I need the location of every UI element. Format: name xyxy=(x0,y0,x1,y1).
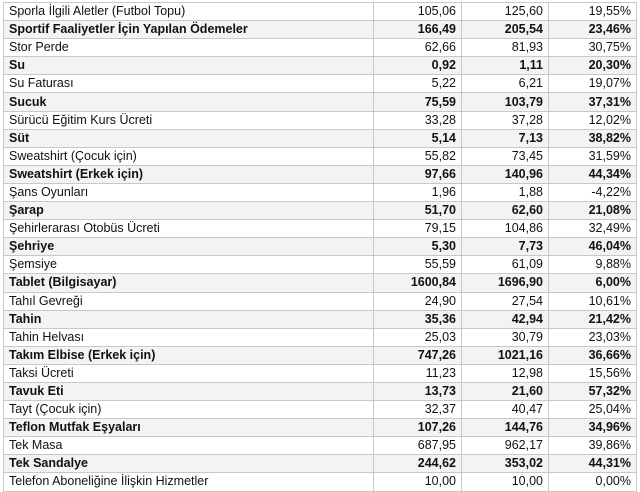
price-old-cell: 79,15 xyxy=(374,220,462,238)
table-row xyxy=(4,39,637,57)
item-name-cell: Tek Sandalye xyxy=(4,455,374,473)
item-name-cell: Tablet (Bilgisayar) xyxy=(4,274,374,292)
item-name-cell: Şehirlerarası Otobüs Ücreti xyxy=(4,220,374,238)
item-name-cell: Şehriye xyxy=(4,238,374,256)
price-old-cell: 51,70 xyxy=(374,202,462,220)
price-old-cell: 5,22 xyxy=(374,75,462,93)
price-new-cell: 1021,16 xyxy=(462,346,549,364)
change-percent-cell: 36,66% xyxy=(549,346,637,364)
table-row xyxy=(4,437,637,455)
item-name-cell: Taksi Ücreti xyxy=(4,364,374,382)
change-percent-cell: 21,42% xyxy=(549,310,637,328)
price-old-cell: 244,62 xyxy=(374,455,462,473)
item-name-cell: Sportif Faaliyetler İçin Yapılan Ödemeler xyxy=(4,21,374,39)
price-old-cell: 1,96 xyxy=(374,183,462,201)
price-new-cell: 62,60 xyxy=(462,202,549,220)
table-row xyxy=(4,238,637,256)
price-new-cell: 7,73 xyxy=(462,238,549,256)
item-name-cell: Takım Elbise (Erkek için) xyxy=(4,346,374,364)
item-name-cell: Telefon Aboneliğine İlişkin Hizmetler xyxy=(4,473,374,491)
price-new-cell: 1,11 xyxy=(462,57,549,75)
change-percent-cell: 37,31% xyxy=(549,93,637,111)
price-new-cell: 205,54 xyxy=(462,21,549,39)
item-name-cell: Sporla İlgili Aletler (Futbol Topu) xyxy=(4,3,374,21)
price-new-cell: 30,79 xyxy=(462,328,549,346)
item-name-cell: Sweatshirt (Çocuk için) xyxy=(4,147,374,165)
change-percent-cell: 32,49% xyxy=(549,220,637,238)
item-name-cell: Süt xyxy=(4,129,374,147)
price-old-cell: 1600,84 xyxy=(374,274,462,292)
change-percent-cell: 19,07% xyxy=(549,75,637,93)
price-old-cell: 33,28 xyxy=(374,111,462,129)
change-percent-cell: 10,61% xyxy=(549,292,637,310)
price-new-cell: 10,00 xyxy=(462,473,549,491)
item-name-cell: Tek Masa xyxy=(4,437,374,455)
price-new-cell: 7,13 xyxy=(462,129,549,147)
price-new-cell: 144,76 xyxy=(462,419,549,437)
change-percent-cell: 57,32% xyxy=(549,382,637,400)
change-percent-cell: 6,00% xyxy=(549,274,637,292)
price-old-cell: 5,14 xyxy=(374,129,462,147)
change-percent-cell: 44,31% xyxy=(549,455,637,473)
table-row xyxy=(4,220,637,238)
item-name-cell: Şans Oyunları xyxy=(4,183,374,201)
change-percent-cell: 30,75% xyxy=(549,39,637,57)
table-row xyxy=(4,364,637,382)
price-new-cell: 6,21 xyxy=(462,75,549,93)
item-name-cell: Teflon Mutfak Eşyaları xyxy=(4,419,374,437)
table-row xyxy=(4,401,637,419)
price-old-cell: 97,66 xyxy=(374,165,462,183)
item-name-cell: Tayt (Çocuk için) xyxy=(4,401,374,419)
change-percent-cell: 21,08% xyxy=(549,202,637,220)
change-percent-cell: 25,04% xyxy=(549,401,637,419)
change-percent-cell: 23,03% xyxy=(549,328,637,346)
price-old-cell: 0,92 xyxy=(374,57,462,75)
table-row xyxy=(4,256,637,274)
price-new-cell: 353,02 xyxy=(462,455,549,473)
table-row xyxy=(4,3,637,21)
price-table xyxy=(3,2,637,492)
change-percent-cell: 31,59% xyxy=(549,147,637,165)
table-row xyxy=(4,419,637,437)
change-percent-cell: 34,96% xyxy=(549,419,637,437)
table-row xyxy=(4,183,637,201)
table-row xyxy=(4,382,637,400)
price-old-cell: 75,59 xyxy=(374,93,462,111)
change-percent-cell: 20,30% xyxy=(549,57,637,75)
price-new-cell: 73,45 xyxy=(462,147,549,165)
change-percent-cell: 12,02% xyxy=(549,111,637,129)
price-old-cell: 55,82 xyxy=(374,147,462,165)
price-new-cell: 1696,90 xyxy=(462,274,549,292)
table-row xyxy=(4,473,637,491)
item-name-cell: Tahin Helvası xyxy=(4,328,374,346)
price-old-cell: 687,95 xyxy=(374,437,462,455)
price-new-cell: 140,96 xyxy=(462,165,549,183)
item-name-cell: Sucuk xyxy=(4,93,374,111)
price-new-cell: 962,17 xyxy=(462,437,549,455)
table-row xyxy=(4,274,637,292)
price-new-cell: 104,86 xyxy=(462,220,549,238)
item-name-cell: Tahin xyxy=(4,310,374,328)
item-name-cell: Şemsiye xyxy=(4,256,374,274)
table-row xyxy=(4,165,637,183)
table-row xyxy=(4,455,637,473)
change-percent-cell: 39,86% xyxy=(549,437,637,455)
table-row xyxy=(4,147,637,165)
price-old-cell: 747,26 xyxy=(374,346,462,364)
item-name-cell: Tahıl Gevreği xyxy=(4,292,374,310)
price-new-cell: 42,94 xyxy=(462,310,549,328)
price-new-cell: 81,93 xyxy=(462,39,549,57)
price-old-cell: 105,06 xyxy=(374,3,462,21)
item-name-cell: Tavuk Eti xyxy=(4,382,374,400)
table-row xyxy=(4,346,637,364)
price-old-cell: 35,36 xyxy=(374,310,462,328)
change-percent-cell: 15,56% xyxy=(549,364,637,382)
table-row xyxy=(4,21,637,39)
change-percent-cell: 9,88% xyxy=(549,256,637,274)
price-old-cell: 13,73 xyxy=(374,382,462,400)
price-old-cell: 5,30 xyxy=(374,238,462,256)
table-row xyxy=(4,292,637,310)
item-name-cell: Sweatshirt (Erkek için) xyxy=(4,165,374,183)
price-old-cell: 32,37 xyxy=(374,401,462,419)
price-new-cell: 1,88 xyxy=(462,183,549,201)
table-row xyxy=(4,57,637,75)
price-new-cell: 37,28 xyxy=(462,111,549,129)
table-row xyxy=(4,129,637,147)
price-old-cell: 166,49 xyxy=(374,21,462,39)
item-name-cell: Su Faturası xyxy=(4,75,374,93)
table-row xyxy=(4,93,637,111)
change-percent-cell: 23,46% xyxy=(549,21,637,39)
price-old-cell: 107,26 xyxy=(374,419,462,437)
price-new-cell: 27,54 xyxy=(462,292,549,310)
item-name-cell: Stor Perde xyxy=(4,39,374,57)
change-percent-cell: 38,82% xyxy=(549,129,637,147)
table-row xyxy=(4,75,637,93)
price-new-cell: 125,60 xyxy=(462,3,549,21)
price-new-cell: 103,79 xyxy=(462,93,549,111)
table-row xyxy=(4,328,637,346)
price-new-cell: 21,60 xyxy=(462,382,549,400)
table-row xyxy=(4,111,637,129)
price-new-cell: 61,09 xyxy=(462,256,549,274)
change-percent-cell: 0,00% xyxy=(549,473,637,491)
table-row xyxy=(4,310,637,328)
change-percent-cell: 46,04% xyxy=(549,238,637,256)
price-old-cell: 11,23 xyxy=(374,364,462,382)
change-percent-cell: -4,22% xyxy=(549,183,637,201)
item-name-cell: Su xyxy=(4,57,374,75)
price-old-cell: 62,66 xyxy=(374,39,462,57)
price-new-cell: 12,98 xyxy=(462,364,549,382)
table-row xyxy=(4,202,637,220)
item-name-cell: Sürücü Eğitim Kurs Ücreti xyxy=(4,111,374,129)
price-old-cell: 55,59 xyxy=(374,256,462,274)
change-percent-cell: 19,55% xyxy=(549,3,637,21)
price-old-cell: 25,03 xyxy=(374,328,462,346)
item-name-cell: Şarap xyxy=(4,202,374,220)
price-new-cell: 40,47 xyxy=(462,401,549,419)
table-body xyxy=(4,3,637,492)
price-old-cell: 24,90 xyxy=(374,292,462,310)
change-percent-cell: 44,34% xyxy=(549,165,637,183)
price-old-cell: 10,00 xyxy=(374,473,462,491)
